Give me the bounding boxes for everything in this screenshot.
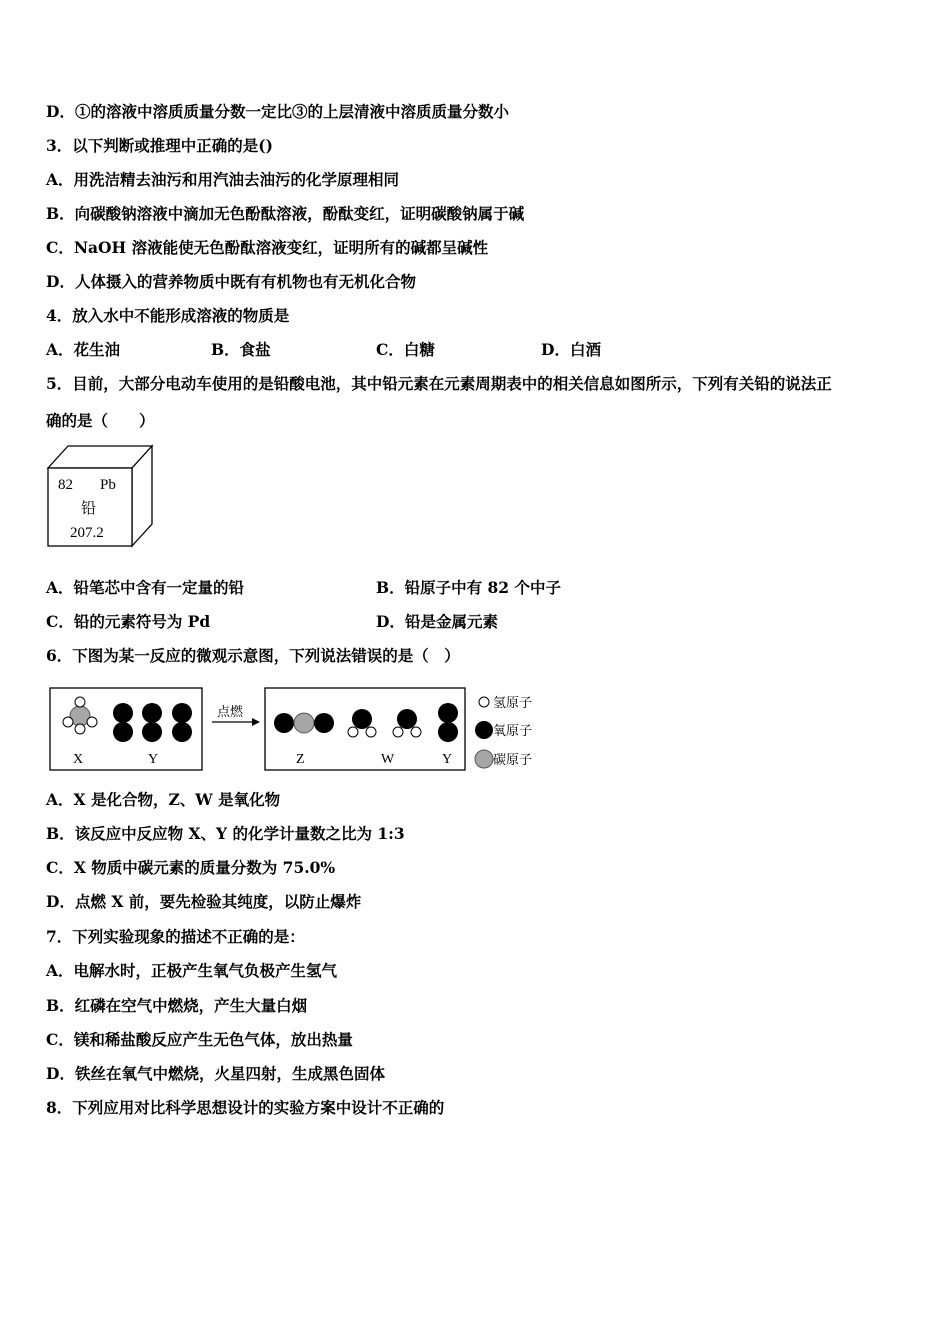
atomic-number: 82 (58, 477, 73, 493)
question-7: 7．下列实验现象的描述不正确的是： (46, 927, 305, 946)
question-5-line2: 确的是（ ） (46, 411, 155, 430)
q6-option-c: C．X 物质中碳元素的质量分数为 75.0% (46, 858, 336, 877)
carbon-dioxide-molecule (274, 713, 334, 733)
q7-option-a: A．电解水时，正极产生氧气负极产生氢气 (46, 961, 338, 980)
q5-option-a: A．铅笔芯中含有一定量的铅 (46, 578, 245, 597)
hydrogen-atom-icon (479, 697, 489, 707)
lead-element-card (44, 442, 156, 550)
label-w: W (381, 752, 395, 767)
q4-option-b: B．食盐 (211, 340, 271, 359)
q5-option-d: D．铅是金属元素 (376, 612, 498, 631)
q6-option-d: D．点燃 X 前，要先检验其纯度，以防止爆炸 (46, 892, 362, 911)
question-4: 4．放入水中不能形成溶液的物质是 (46, 306, 290, 325)
q4-option-c: C．白糖 (376, 340, 435, 359)
oxygen-atom-icon (475, 721, 493, 739)
element-symbol: Pb (100, 477, 116, 493)
q7-option-c: C．镁和稀盐酸反应产生无色气体，放出热量 (46, 1030, 353, 1049)
question-6: 6．下图为某一反应的微观示意图，下列说法错误的是（ ） (46, 646, 460, 665)
legend-carbon: 碳原子 (493, 752, 533, 767)
q5-option-b: B．铅原子中有 82 个中子 (376, 578, 561, 597)
q3-option-a: A．用洗洁精去油污和用汽油去油污的化学原理相同 (46, 170, 400, 189)
atom-legend (475, 695, 532, 768)
q7-option-d: D．铁丝在氧气中燃烧，火星四射，生成黑色固体 (46, 1064, 385, 1083)
q2-option-d: D．①的溶液中溶质质量分数一定比③的上层清液中溶质质量分数小 (46, 102, 509, 121)
question-5-line1: 5．目前，大部分电动车使用的是铅酸电池，其中铅元素在元素周期表中的相关信息如图所示，下列有关铅的说法正 (46, 374, 832, 393)
q4-option-a: A．花生油 (46, 340, 121, 359)
q7-option-b: B．红磷在空气中燃烧，产生大量白烟 (46, 996, 308, 1015)
carbon-atom-icon (475, 750, 493, 768)
label-y: Y (148, 752, 159, 767)
reaction-condition: 点燃 (217, 704, 244, 719)
label-y-product: Y (442, 752, 453, 767)
legend-hydrogen: 氢原子 (493, 695, 533, 710)
products-box (265, 688, 465, 770)
q3-option-c: C．NaOH 溶液能使无色酚酞溶液变红，证明所有的碱都呈碱性 (46, 238, 489, 257)
q3-option-b: B．向碳酸钠溶液中滴加无色酚酞溶液，酚酞变红，证明碳酸钠属于碱 (46, 204, 525, 223)
q4-option-d: D．白酒 (541, 340, 601, 359)
q6-option-b: B．该反应中反应物 X、Y 的化学计量数之比为 1:3 (46, 824, 405, 843)
label-z: Z (296, 752, 305, 767)
oxygen-molecules (113, 703, 192, 742)
question-3: 3．以下判断或推理中正确的是() (46, 136, 273, 155)
q5-option-c: C．铅的元素符号为 Pd (46, 612, 211, 631)
label-x: X (73, 752, 84, 767)
legend-oxygen: 氧原子 (493, 723, 533, 738)
atomic-mass: 207.2 (70, 525, 104, 541)
reaction-diagram (46, 682, 546, 778)
question-8: 8．下列应用对比科学思想设计的实验方案中设计不正确的 (46, 1098, 445, 1117)
q3-option-d: D．人体摄入的营养物质中既有有机物也有无机化合物 (46, 272, 416, 291)
q6-option-a: A．X 是化合物，Z、W 是氧化物 (46, 790, 281, 809)
element-name: 铅 (81, 501, 97, 517)
